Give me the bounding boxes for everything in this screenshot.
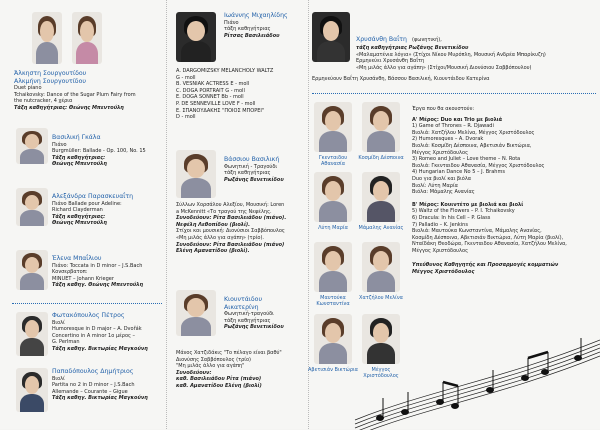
ioannis-line: Ρίτσας Βασιλειάδου <box>224 32 280 39</box>
kou-name: Αικατερίνη <box>224 303 259 311</box>
duet-name-1: Άλκηστη Σουργουτίδου <box>14 70 87 77</box>
ensemble-title: Έργα που θα ακουστούν: <box>412 106 475 112</box>
eleni-line: Κονσερβατοπ: <box>52 269 88 276</box>
chrys-line: (φωνητική), <box>412 37 442 43</box>
vasiliki-v-photo <box>176 150 216 198</box>
vasos-text-line: Συνοδεύουν: Ρίτα Βασιλειάδου (πιάνο) <box>176 241 285 248</box>
part-a-item: 2) Humoresques – A. Dvorak <box>412 136 484 143</box>
part-b-item: 6) Dracula: In his Cell – P. Glass <box>412 214 491 221</box>
dimitris-line: Allemande – Courante – Gigue <box>52 388 128 395</box>
petros-entry <box>52 312 164 352</box>
eleni-entry <box>52 255 164 289</box>
part-a-item: 3) Romeo and Juliet – Love theme – N. Rota <box>412 156 521 163</box>
vasos-line: Φωνητική - Τραγούδι <box>224 163 278 170</box>
dimitris-line: Partita no 2 in D minor – J.S.Bach <box>52 382 135 389</box>
vasos-text <box>176 202 310 255</box>
kou-text <box>176 350 310 390</box>
vasos-text-line: Συνοδεύουν: Ρίτα Βασιλειάδου (πιάνο). <box>176 215 287 222</box>
music-notes-decoration <box>350 320 600 430</box>
part-a-item: Βιολιά: Γκενταιδου Αθανασία, Μέγγος Χριστόδουλος <box>412 162 545 169</box>
vasiliki-line: Burgmüller: Ballade - Op. 100, No. 15 <box>52 148 146 155</box>
duet-line: Tchaikovsky: Dance of the Sugar Plum Fairy from <box>14 91 136 98</box>
dimitris-name: Παπαδόπουλος Δημήτριος <box>52 368 134 375</box>
piece: P. DE SENNEVILLE LOVE F - moll <box>176 100 256 107</box>
chrys-line: Ερμηνεύουν Βαΐτη Χρυσάνθη, Βάσσου Βασιλική, Κιουντάιδου Κατερίνα <box>312 76 490 82</box>
ioannis-photo <box>176 12 216 62</box>
ioannis-entry <box>224 12 308 39</box>
part-b-item: Νταϊδάκη Θεοδώρα, Γκενταιδου Αθανασία, Χατζήλου Μελίνα, <box>412 241 567 248</box>
column-left <box>0 0 165 429</box>
piece: D - moll <box>176 114 196 121</box>
portrait-label: Χατζήλου Μελίνα <box>359 295 403 301</box>
piece: E. ΣΠΑΝΟΥΔΑΚΗΣ "ΠΟΙΟΣ ΜΠΟΡΕΙ" <box>176 107 265 114</box>
vasos-text-line: Στίχοι και μουσική: Διονύσιοι Σαββόπουλος <box>176 228 285 235</box>
dimitris-line: Βιολί <box>52 375 65 382</box>
vasiliki-entry <box>52 134 164 168</box>
divider <box>312 93 596 94</box>
column-middle <box>168 0 308 429</box>
alexandra-entry <box>52 193 164 227</box>
part-a-item: Βιολιά: Χατζήλου Μελίνα, Μέγγος Χριστόδουλος <box>412 129 535 136</box>
kou-text-line: καθ. Βασιλειάδου Ρίτα (πιάνο) <box>176 376 262 383</box>
dimitris-line: Τάξη καθηγ. Βικτωρίας Μαγκούνη <box>52 395 148 402</box>
alexandra-name: Αλεξάνδρα Παρασκευαΐτη <box>52 193 134 200</box>
duet-line: the nutcracker, 4 χέρια <box>14 98 73 105</box>
duet-teacher: Τάξη καθηγήτριας: Θεώνης Μπεντούλη <box>14 104 124 111</box>
duet-line: Duet piano <box>14 85 42 91</box>
part-b-item: Βιολιά: Μαυτούκα Κωνσταντίνα, Μάμαλης Ανανίας, <box>412 228 542 235</box>
petros-line: Humoresque in D major – A. Dvořák <box>52 326 142 333</box>
kou-photo <box>176 290 216 336</box>
portrait-photo <box>362 242 400 292</box>
kou-text-line: Συνοδεύουν: <box>176 369 212 376</box>
kou-name: Κιουντάιδου <box>224 296 263 303</box>
vasos-text-line: Ελένη Αμανατίδου (βιολί). <box>176 248 250 255</box>
part-b-item: Κοσμίδη Δέσποινα, Αβετισιάν Βικτώρια, Λύτη Μαρία (βιολί), <box>412 234 564 241</box>
petros-line: Τάξη καθηγ. Βικτωρίας Μαγκούνη <box>52 345 148 352</box>
kou-line: Ρωξάνης Βενετικίδου <box>224 324 284 331</box>
eleni-name: Έλενα Μπαΐλιου <box>52 255 102 262</box>
portrait-label: Κοσμίδη Δέσποινα <box>358 155 404 161</box>
part-a-item: 1) Game of Thrones – R. Djawadi <box>412 123 494 130</box>
chrys-entry <box>356 26 598 71</box>
piece: E. DOGA SONNET Bb - moll <box>176 94 244 101</box>
eleni-line: Τάξη καθηγ. Θεώνης Μπεντούλη <box>52 282 144 289</box>
portrait-label: Γκενταιδου Αθανασία <box>318 155 348 167</box>
portrait-photo <box>314 172 352 222</box>
piece: B. VESNIAK ACTRESS E - moll <box>176 81 250 88</box>
part-b-title: Β' Μέρος: Κουιντέτο με βιολιά και βιολί <box>412 201 524 208</box>
chrys-name: Χρυσάνθη Βαΐτη <box>356 36 407 43</box>
alexandra-line: Τάξη καθηγήτριας: <box>52 213 106 220</box>
kou-text-line: καθ. Αμανατίδου Ελένη (βιολί) <box>176 382 262 389</box>
chrys-line: Ερμηνεύει Χρυσάνθη Βαΐτη <box>356 58 425 65</box>
duet-photo-2 <box>72 12 102 64</box>
part-b-item: 5) Waltz of the Flowers – P. I. Tchaikovsky <box>412 208 515 215</box>
part-a-item: Μέγγος Χριστόδουλος <box>412 149 469 156</box>
petros-photo <box>16 312 48 356</box>
chrys-title-row <box>356 26 598 45</box>
ioannis-name: Ιωάννης Μιχαηλίδης <box>224 12 288 19</box>
part-a-item: Βιολιά: Κοσμίδη Δέσποινα, Αβετισιάν Βικτώρια, <box>412 142 532 149</box>
petros-line: Concertino in A minor 1ο μέρος – <box>52 332 136 339</box>
part-b-item: Μέγγος Χριστόδουλος <box>412 247 469 254</box>
piece: A. DARGOMIZSKY MELANCHOLY WALTZ <box>176 68 274 74</box>
portrait-photo <box>314 242 352 292</box>
vasos-text-line: a McKennitt «Το τραγού της Νεφέλης. <box>176 208 272 215</box>
alexandra-line: Θεώνης Μπεντούλη <box>52 220 107 227</box>
part-a-item: 4) Hungarian Dance No 5 – J. Brahms <box>412 169 505 176</box>
petros-line: Βιολί <box>52 319 65 326</box>
vasos-text-line: «Μη μιλάς άλλο για αγάπη» (τρίο). <box>176 234 264 241</box>
chrys-line: «Μη μιλάς άλλο για αγάπη» (Στίχοι/Μουσική Διονύσιου Σαββόπουλου) <box>356 64 532 71</box>
chrys-line: «Μαλαματένια λόγια» (Στίχοι Νίκου Μυρόπλη, Μουσική Ανδρέα Μπαρίκυζη) <box>356 51 546 58</box>
ensemble-program <box>412 106 598 276</box>
vasiliki-name: Βασιλική Γκάλα <box>52 134 101 141</box>
vasiliki-line: Τάξη καθηγήτριας: <box>52 154 106 161</box>
duet-name-2: Αλκμήνη Σουργουτίδου <box>14 77 86 85</box>
part-a-item: Βιολί: Λύτη Μαρία <box>412 182 458 189</box>
vasos-name: Βάσσιου Βασιλική <box>224 156 280 163</box>
piece: C. DOGA PORTRAIT G - moll <box>176 87 245 94</box>
eleni-line: Πιάνο: Toccata in D minor – J.S.Bach <box>52 262 143 269</box>
piece: G - moll <box>176 74 196 81</box>
alexandra-line: Richard Clayderman <box>52 207 103 214</box>
vasos-line: Ρωξάνης Βενετικίδου <box>224 176 284 183</box>
chrys-line: τάξη καθηγήτριας Ρωξάνης Βενετικίδου <box>356 45 469 51</box>
portrait-photo <box>314 314 352 364</box>
portrait-label: Μάμαλης Ανανίας <box>358 225 404 231</box>
petros-line: G. Perlman <box>52 339 80 346</box>
alexandra-line: Πιάνο Ballade pour Adeline: <box>52 200 122 207</box>
vasos-text-line: Νεφέλη Λεθοπίδου (βιολί). <box>176 221 251 228</box>
kou-line: Φωνητική-τραγούδι <box>224 311 274 317</box>
dimitris-entry <box>52 368 164 402</box>
portrait-photo <box>314 102 352 152</box>
dimitris-photo <box>16 368 48 412</box>
portrait-label: Αβετισιάν Βικτώρια <box>308 367 358 373</box>
part-a-item: Βιόλα: Μάμαλης Ανανίας <box>412 189 475 196</box>
eleni-line: MINUET – Johann Krieger <box>52 275 114 282</box>
ioannis-line: τάξη καθηγήτριας <box>224 26 271 33</box>
column-divider <box>166 0 167 429</box>
kou-text-line: Διονύσης Σαββόπουλος (τρίο) <box>176 356 251 363</box>
alexandra-photo <box>16 188 48 226</box>
kou-entry <box>224 296 308 331</box>
vasos-line: τάξη καθηγήτριας <box>224 170 271 177</box>
vasos-entry <box>224 156 308 183</box>
ensemble-teacher: Υπεύθυνος Καθηγητής και Προσαρμογές κομματιών <box>412 262 559 269</box>
vasiliki-photo <box>16 128 48 164</box>
portrait-label: Μαυτούκα Κωνσταντίνα <box>316 295 350 307</box>
portrait-photo <box>362 102 400 152</box>
duet-photo-1 <box>32 12 62 64</box>
part-a-title: Α' Μέρος: Duo και Trio με βιολιά <box>412 116 503 123</box>
part-b-item: 7) Palladio – K. Jenkins <box>412 221 468 228</box>
kou-line: τάξη καθηγήτριας <box>224 317 271 324</box>
divider <box>12 303 162 304</box>
portrait-label: Λύτη Μαρία <box>318 225 348 231</box>
kou-text-line: "Μη μιλάς άλλο για αγάπη" <box>176 363 245 370</box>
ioannis-pieces <box>176 68 308 121</box>
eleni-photo <box>16 250 48 290</box>
duet-entry <box>14 70 164 111</box>
ensemble-teacher: Μέγγος Χριστόδουλος <box>412 269 475 276</box>
ioannis-line: Πιάνο <box>224 19 239 26</box>
petros-name: Φωτακόπουλος Πέτρος <box>52 312 125 319</box>
portrait-photo <box>362 172 400 222</box>
part-a-item: Duo για βιολί και βιόλα <box>412 175 472 182</box>
portrait-label: Μέγγος Χριστόδουλος <box>363 367 399 379</box>
vasos-text-line: Σύλλων Χορσάλου Αλεξίου, Μουσική: Loren <box>176 202 285 208</box>
vasiliki-line: Θεώνης Μπεντούλη <box>52 161 107 168</box>
chrys-photo <box>312 12 350 62</box>
kou-text-line: Μάνος Χατζιδάκις "Το πέλαγο είναι βαθύ" <box>176 350 282 356</box>
vasiliki-line: Πιάνο <box>52 141 67 148</box>
